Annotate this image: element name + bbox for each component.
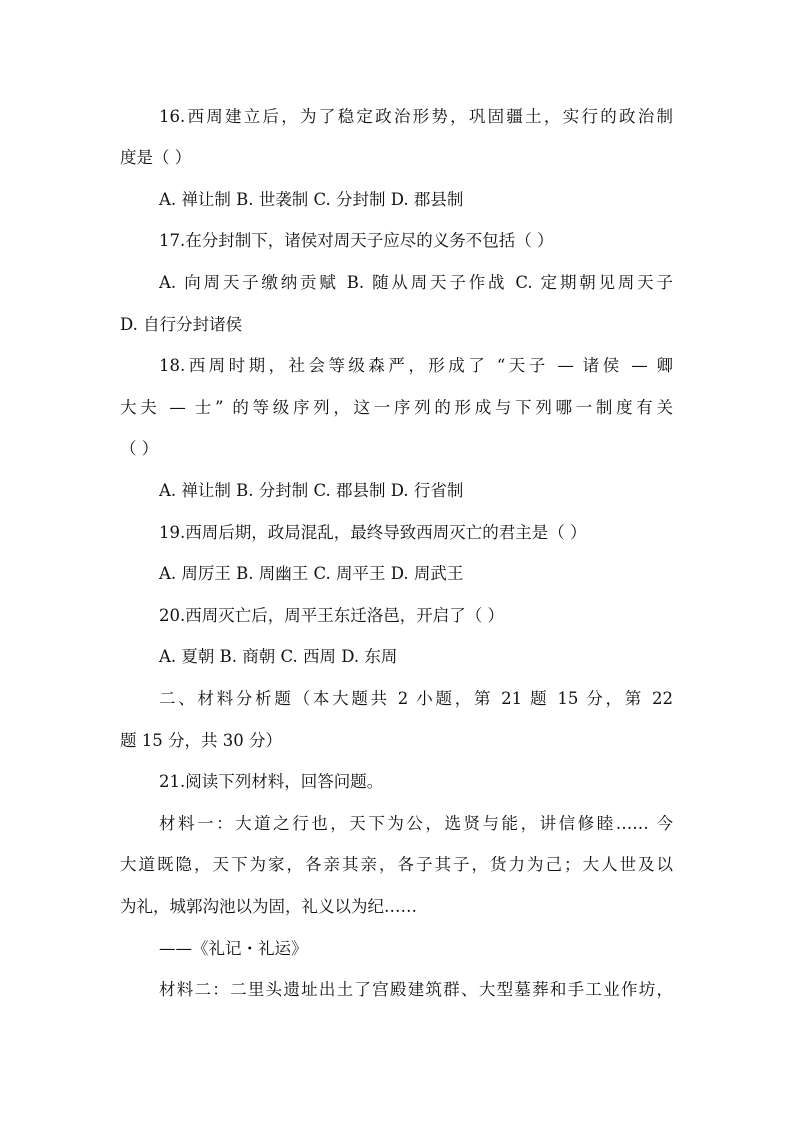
question-19-options: A. 周厉王 B. 周幽王 C. 周平王 D. 周武王 — [159, 564, 464, 583]
question-17-stem: 17.在分封制下，诸侯对周天子应尽的义务不包括（ ） — [159, 231, 554, 250]
question-16-options: A. 禅让制 B. 世袭制 C. 分封制 D. 郡县制 — [159, 190, 464, 209]
material-1-source: ——《礼记・礼运》 — [159, 939, 308, 958]
question-16-stem-line-1: 16.西周建立后，为了稳定政治形势，巩固疆土，实行的政治制 — [159, 107, 673, 126]
question-18-stem-line-2: 大夫 — 士” 的等级序列，这一序列的形成与下列哪一制度有关 — [120, 398, 673, 417]
section-2-heading-line-1: 二、材料分析题（本大题共 2 小题，第 21 题 15 分，第 22 — [159, 689, 673, 708]
section-2-heading-line-2: 题 15 分，共 30 分） — [120, 731, 282, 750]
question-18-options: A. 禅让制 B. 分封制 C. 郡县制 D. 行省制 — [159, 481, 464, 500]
question-17-options-line-2: D. 自行分封诸侯 — [120, 315, 243, 334]
material-2-line-1: 材料二：二里头遗址出土了宫殿建筑群、大型墓葬和手工业作坊， — [159, 980, 673, 999]
question-18-stem-line-1: 18.西周时期，社会等级森严，形成了 “天子 — 诸侯 — 卿 — [159, 356, 673, 375]
material-1-line-1: 材料一：大道之行也，天下为公，选贤与能，讲信修睦…… 今 — [159, 814, 673, 833]
question-20-options: A. 夏朝 B. 商朝 C. 西周 D. 东周 — [159, 647, 398, 666]
question-20-stem: 20.西周灭亡后，周平王东迁洛邑，开启了（ ） — [159, 606, 504, 625]
question-19-stem: 19.西周后期，政局混乱，最终导致西周灭亡的君主是（ ） — [159, 523, 587, 542]
question-16-stem-line-2: 度是（ ） — [120, 148, 192, 167]
question-17-options-line-1: A. 向周天子缴纳贡赋 B. 随从周天子作战 C. 定期朝见周天子 — [159, 273, 673, 292]
question-21-stem: 21.阅读下列材料，回答问题。 — [159, 772, 384, 791]
question-18-stem-line-3: （ ） — [120, 439, 159, 458]
material-1-line-3: 为礼，城郭沟池以为固，礼义以为纪…… — [120, 897, 417, 916]
material-1-line-2: 大道既隐，天下为家，各亲其亲，各子其子，货力为己；大人世及以 — [120, 855, 673, 874]
